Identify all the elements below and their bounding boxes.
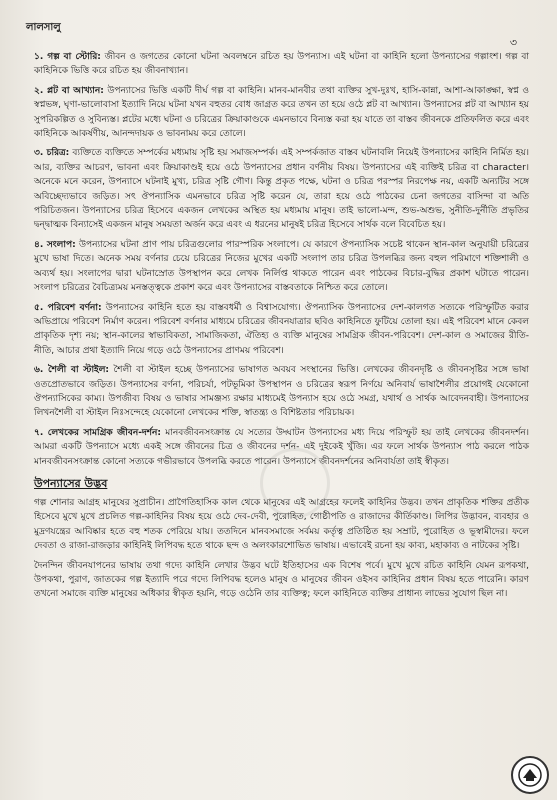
document-body (34, 50, 529, 602)
paragraph-origin-1: গল্প শোনার আগ্রহ মানুষের সুপ্রাচীন। প্রাগৈতিহাসিক কাল থেকে মানুষের এই আগ্রহের ফলেই কাহিনির উদ্ভব। তখন প্রাকৃতিক শক্তির প্রতীক হিসেবে মুখে মুখে প্রচলিত গল্প-কাহিনির বিষয় হয়ে ওঠে দেব-দেবী, পুরোহিত, গোষ্ঠীপতি ও রাজাদের কীর্তিকাণ্ড। লিপির উদ্ভাবন, ব্যবহার ও মুদ্রণযন্ত্রের আবিষ্কার হতে বহু শতক পেরিয়ে যায়। ততদিনে মানবসমাজে সর্বময় কর্তৃত্ব প্রতিষ্ঠিত হয় সম্রাট, পুরোহিত ও ভূস্বামীদের। ফলে দেবতা ও রাজা-রাজড়ার কাহিনিই লিপিবদ্ধ হতে থাকে ছন্দ ও অলংকারশোভিত ভাষায়। এভাবেই রচনা হয় কাব্য, মহাকাব্য ও নাটকের সৃষ্টি। (34, 497, 529, 552)
section-heading: উপন্যাসের উদ্ভব (34, 476, 108, 490)
running-header: লালসালু (26, 22, 61, 33)
paragraph-text: উপন্যাসের কাহিনি হতে হয় বাস্তবধর্মী ও বিশ্বাসযোগ্য। ঔপন্যাসিক উপন্যাসের দেশ-কালগত সত্যকে পরিস্ফুটিত করার অভিপ্রায়ে পরিবেশ নির্মাণ করেন। পরিবেশ বর্ণনার মাধ্যমে চরিত্রের জীবনযাত্রার ছবিও কাহিনিতে ফুটিয়ে তোলা হয়। এই পরিবেশ মানে কেবল প্রাকৃতিক দৃশ্য নয়; স্থান-কালের স্বাভাবিকতা, সামাজিকতা, ঐতিহ্য ও ব্যক্তি মানুষের সামগ্রিক জীবন-পরিবেশ। দেশ-কাল ও সমাজের রীতি-নীতি, আচার প্রথা ইত্যাদি নিয়ে গড়ে ওঠে উপন্যাসের প্রাণময় পরিবেশ। (34, 302, 529, 356)
paragraph-lead: ১. গল্প বা স্টোরি: (34, 52, 101, 62)
paragraph-text: উপন্যাসের ঘটনা প্রাণ পায় চরিত্রগুলোর পারস্পরিক সংলাপে। যে কারণে ঔপন্যাসিক সচেষ্ট থাকেন স্থান-কাল অনুযায়ী চরিত্রের মুখে ভাষা দিতে। অনেক সময় বর্ণনার চেয়ে চরিত্রের নিজের মুখের একটি সংলাপ তার চরিত্র উপলব্ধির জন্য বহুল পরিমাণে শক্তিশালী ও অব্যর্থ হয়। সংলাপের দ্বারা ঘটনাস্রোত উপস্থাপন করে লেখক নির্লিপ্ত থাকতে পারেন এবং পাঠকের বিচার-বুদ্ধির প্রকাশ ঘটাতে পারেন। সংলাপ চরিত্রের বৈচিত্র্যময় মনস্তত্ত্বকে প্রকাশ করে এবং উপন্যাসের বাস্তবতাকে নিশ্চিত করে তোলে। (34, 239, 529, 294)
paragraph-setting (34, 301, 529, 359)
paragraph-character (34, 146, 529, 232)
watermark-seal (260, 448, 330, 518)
paragraph-story (34, 50, 529, 79)
paragraph-text: মানবজীবনসংক্রান্ত যে সত্যের উদ্ঘাটন উপন্যাসের মধ্য দিয়ে পরিস্ফুট হয় তাই লেখকের জীবনদর্শন। আমরা একটি উপন্যাসে মধ্যে একই সঙ্গে জীবনের চিত্র ও জীবনের দর্শন- এই দুইকেই খুঁজি। এর ফলে সার্থক উপন্যাস পাঠ করলে পাঠক মানবজীবনসংক্রান্ত কোনো সত্যকে গভীরভাবে উপলব্ধি করতে পারেন। উপন্যাসে জীবনদর্শনের অনিবার্যতা তাই স্বীকৃত। (34, 427, 529, 467)
paragraph-plot (34, 84, 529, 142)
paragraph-lead: ৩. চরিত্র: (34, 148, 70, 159)
paragraph-lead: ৪. সংলাপ: (34, 239, 76, 250)
paragraph-dialogue (34, 238, 529, 296)
paragraph-lead: ৫. পরিবেশ বর্ণনা: (34, 302, 102, 313)
page-number: ৩ (509, 36, 517, 49)
library-stamp-icon (511, 756, 549, 794)
stamp-emblem-icon (517, 762, 543, 788)
paragraph-text: উপন্যাসের ভিত্তি একটি দীর্ঘ গল্প বা কাহিনি। মানব-মানবীর তথা ব্যক্তির সুখ-দুঃখ, হাসি-কান্না, আশা-আকাঙ্ক্ষা, স্বপ্ন ও স্বপ্নভঙ্গ, ঘৃণা-ভালোবাসা ইত্যাদি নিয়ে ঘটনা যখন বহুতর বোধ জাগ্রত করে তখন তা হয়ে ওঠে প্লট বা আখ্যান। উপন্যাসের প্লট বা আখ্যান হয় সুপরিকল্পিত ও সুবিন্যস্ত। প্লটের মধ্যে ঘটনা ও চরিত্রের ক্রিয়াকাণ্ডকে এমনভাবে বিন্যস্ত করা হয় যাতে তা বাস্তব জীবনকে প্রতিফলিত করে এবং কাহিনিকে আকর্ষণীয়, আনন্দদায়ক ও ভাবনাময় করে তোলে। (34, 85, 529, 140)
paragraph-text: জীবন ও জগতের কোনো ঘটনা অবলম্বনে রচিত হয় উপন্যাস। এই ঘটনা বা কাহিনি হলো উপন্যাসের গল্পাংশ। গল্প বা কাহিনিকে ভিত্তি করে রচিত হয় জীবনাখ্যান। (34, 52, 529, 77)
paragraph-lead: ২. প্লট বা আখ্যান: (34, 85, 104, 96)
paragraph-origin-2: দৈনন্দিন জীবনযাপনের ভাষায় তথা গদ্যে কাহিনি লেখার উদ্ভব ঘটে ইতিহাসের এক বিশেষ পর্বে। মুখে মুখে রচিত কাহিনি যেমন রূপকথা, উপকথা, পুরাণ, জাতকের গল্প ইত্যাদি পরে গদ্যে লিপিবদ্ধ হলেও মানুষ ও মানুষের জীবন ওইসব কাহিনির প্রধান বিষয় হতে পারেনি। কারণ তখনো সমাজে ব্যক্তি মানুষের অধিকার স্বীকৃত হয়নি, গড়ে ওঠেনি তার ব্যক্তিত্ব; ফলে কাহিনিতে ব্যক্তির প্রাধান্য লাভের সুযোগ ছিল না। (34, 560, 529, 600)
paragraph-text: ব্যক্তিতে ব্যক্তিতে সম্পর্কের মধ্যমায় সৃষ্টি হয় সমাজসম্পর্ক। এই সম্পর্কজাত বাস্তব ঘটনাবলি নিয়েই উপন্যাসের কাহিনি নির্মিত হয়। আর, ব্যক্তির আচরণ, ভাবনা এবং ক্রিয়াকাণ্ডই হয়ে ওঠে উপন্যাসের প্রধান বর্ণনীয় বিষয়। উপন্যাসের এই ব্যক্তিই চরিত্র বা character। অনেকে মনে করেন, উপন্যাসে ঘটনাই মুখ্য, চরিত্র সৃষ্টি গৌণ। কিন্তু প্রকৃত পক্ষে, ঘটনা ও চরিত্র পরস্পর নিরপেক্ষ নয়, একটি অন্যটির সঙ্গে অবিচ্ছেদ্যভাবে জড়িত। সৎ ঔপন্যাসিক এমনভাবে চরিত্র সৃষ্টি করেন যে, তারা হয়ে ওঠে পাঠকের চেনা জগতের বাসিন্দা বা অতি পরিচিতজন। উপন্যাসের চরিত্র হিসেবে একজন লেখকের অস্থিত হয় মধ্যমায় মানুষ। তাই ভালো-মন্দ, শুভ-অশুভ, সুনীতি-দুর্নীতি প্রভৃতির দ্বন্দ্বাত্মক বিন্যাসেই একজন মানুষ সময়তা অর্জন করে এবং এ ধরনের মানুষই চরিত্র হিসেবে সার্থক বলে বিবেচিত হয়। (34, 148, 529, 231)
paragraph-text: শৈলী বা স্টাইল হচ্ছে উপন্যাসের ভাষাগত অবয়ব সংস্থানের ভিত্তি। লেখকের জীবনদৃষ্টি ও জীবনসৃষ্টির সঙ্গে ভাষা ওতপ্রোতভাবে জড়িত। উপন্যাসের বর্ণনা, পরিচর্যা, পটভূমিকা উপস্থাপন ও চরিত্রের স্বরূপ নির্ণয়ে অনিবার্য ভাষাশৈলীর প্রয়োগই যেকোনো ঔপন্যাসিকের কাম্য। উপজীব্য বিষয় ও ভাষার সামঞ্জস্য রক্ষার মাধ্যমেই উপন্যাস হয়ে ওঠে সমগ্র, যথার্থ ও সার্থক আবেদনবাহী। উপন্যাসের লিখনশৈলী বা স্টাইল নিঃসন্দেহে যেকোনো লেখকের শক্তি, স্বাতন্ত্র্য ও বিশিষ্টতার পরিচায়ক। (34, 365, 529, 419)
paragraph-lead: ৭. লেখকের সামগ্রিক জীবন-দর্শন: (34, 427, 161, 438)
paragraph-style (34, 363, 529, 421)
paragraph-lead: ৬. শৈলী বা স্টাইল: (34, 365, 110, 376)
